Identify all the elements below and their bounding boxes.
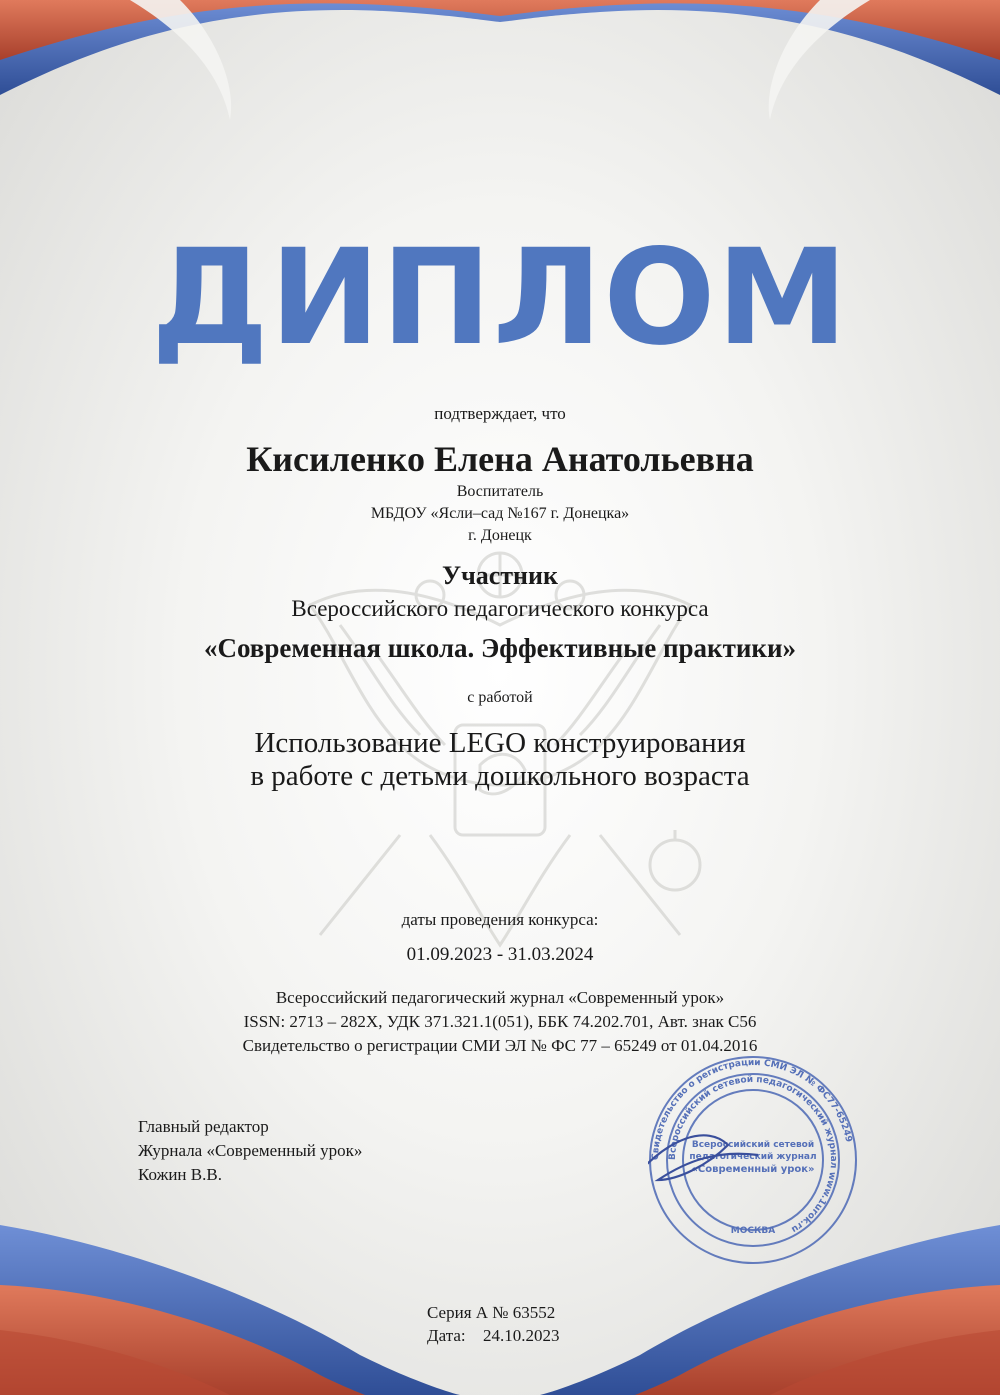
diploma-title: ДИПЛОМ [151,221,849,375]
stamp-center-line-3: «Современный урок» [691,1164,815,1175]
stamp-middle-text: Всероссийский сетевой педагогический журнал www.1urok.ru [667,1074,839,1235]
journal-name: Всероссийский педагогический журнал «Современный урок» [275,988,725,1007]
stamp-center-line-2: педагогический журнал [689,1152,817,1162]
editor-name: Кожин В.В. [138,1165,222,1184]
top-ribbon-decoration [0,0,1000,140]
editor-title: Главный редактор [138,1117,269,1136]
issue-date-row [427,1326,560,1346]
work-title-line-2: в работе с детьми дошкольного возраста [250,760,750,792]
editor-journal: Журнала «Современный урок» [138,1141,363,1160]
journal-registration: Свидетельство о регистрации СМИ ЭЛ № ФС 77 – 65249 от 01.04.2016 [242,1036,758,1055]
participant-role: Участник [442,561,558,590]
recipient-organization: МБДОУ «Ясли–сад №167 г. Донецка» [370,505,630,522]
recipient-position: Воспитатель [456,483,544,500]
recipient-name: Кисиленко Елена Анатольевна [246,439,754,479]
issue-date-value: 24.10.2023 [483,1326,560,1345]
recipient-city: г. Донецк [468,527,532,544]
contest-type: Всероссийского педагогического конкурса [291,596,709,621]
contest-dates: 01.09.2023 - 31.03.2024 [406,944,594,965]
confirms-text: подтверждает, что [434,404,566,423]
series-number: Серия А № 63552 [427,1303,556,1322]
stamp-center-line-1: Всероссийский сетевой [691,1140,815,1150]
journal-issn: ISSN: 2713 – 282X, УДК 371.321.1(051), ББК 74.202.701, Авт. знак С56 [243,1012,757,1031]
issue-date-label: Дата: [427,1326,466,1345]
stamp-city: МОСКВА [730,1226,776,1236]
stamp-outer-text: Свидетельство о регистрации СМИ ЭЛ № ФС77-65249 [650,1057,854,1161]
dates-label: даты проведения конкурса: [401,910,599,929]
work-label: с работой [467,689,533,706]
contest-name: «Современная школа. Эффективные практики» [203,633,797,663]
work-title-line-1: Использование LEGO конструирования [254,727,746,759]
